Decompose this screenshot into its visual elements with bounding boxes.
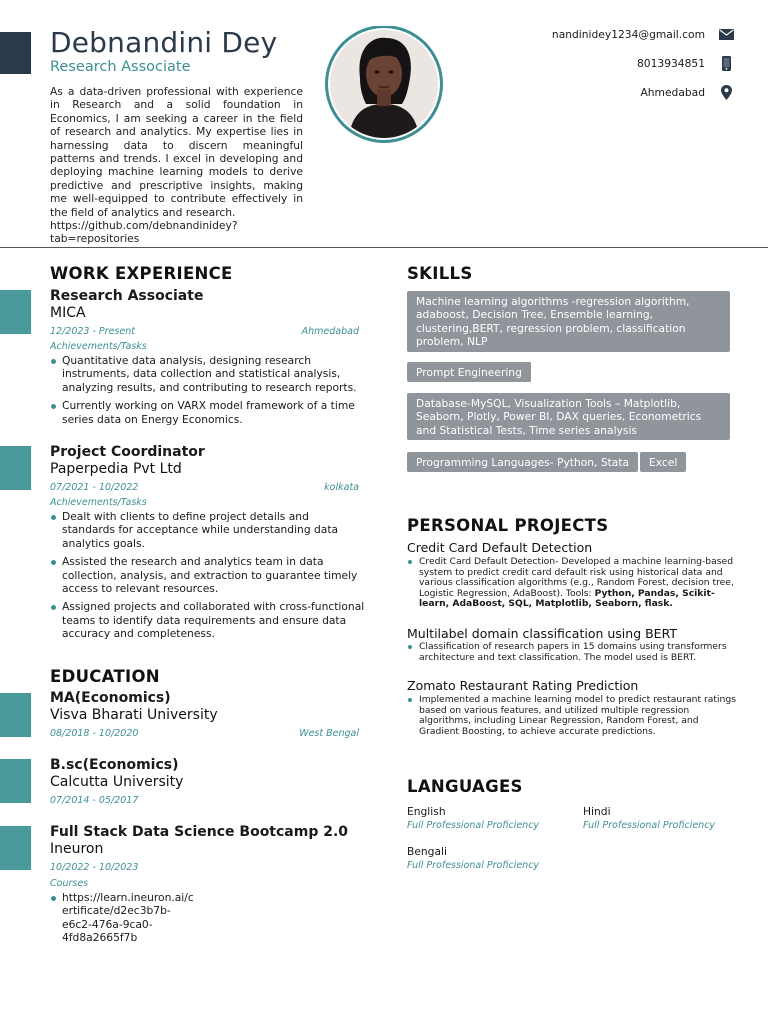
summary-text: As a data-driven professional with experience in Research and a solid foundation in Economics, I am seeking a career in the field of research and analytics. My expertise lies in harnessing data to discern meaningful patterns and trends. I excel in developing and deploying machine learning models to derive predictive and prescriptive insights, making me well-equipped to contribute effectively in the field of analytics and research. — [50, 85, 303, 219]
list-item: Implemented a machine learning model to predict restaurant ratings based on various features, and utilized multiple regression algorithms, including Linear Regression, Random Forest, and Gradient Boosting, to achieve accurate predictions. — [407, 695, 737, 737]
job-subheading: Achievements/Tasks — [50, 497, 147, 508]
candidate-role: Research Associate — [50, 59, 191, 75]
language-name: English — [407, 805, 446, 818]
languages-heading: LANGUAGES — [407, 777, 523, 796]
education-item-tab — [0, 693, 31, 737]
language-name: Hindi — [583, 805, 611, 818]
education-dates: 10/2022 - 10/2023 — [50, 862, 139, 873]
job-place: kolkata — [324, 482, 359, 493]
degree-title: Full Stack Data Science Bootcamp 2.0 — [50, 824, 349, 840]
contact-location — [640, 84, 734, 100]
list-item — [407, 557, 737, 610]
project-title: Credit Card Default Detection — [407, 540, 593, 555]
job-dates: 07/2021 - 10/2022 — [50, 482, 139, 493]
skill-tag: Prompt Engineering — [407, 362, 531, 382]
contact-phone[interactable] — [637, 55, 734, 71]
skill-tag: Programming Languages- Python, Stata — [407, 452, 638, 472]
education-dates: 07/2014 - 05/2017 — [50, 795, 139, 806]
course-link[interactable] — [50, 891, 210, 945]
skills-heading: SKILLS — [407, 264, 473, 283]
projects-heading: PERSONAL PROJECTS — [407, 516, 609, 535]
project-bullets — [407, 695, 737, 737]
school-name: Visva Bharati University — [50, 707, 218, 723]
location-text: Ahmedabad — [640, 85, 705, 99]
degree-title: MA(Economics) — [50, 690, 171, 706]
project-title: Zomato Restaurant Rating Prediction — [407, 678, 639, 693]
work-item-tab — [0, 290, 31, 334]
education-place: West Bengal — [299, 728, 359, 739]
project-title: Multilabel domain classification using BERT — [407, 626, 677, 641]
education-subheading: Courses — [50, 878, 89, 889]
education-item-tab — [0, 826, 31, 870]
job-org: Paperpedia Pvt Ltd — [50, 461, 182, 477]
project-tools: Python, Pandas, Scikit-learn, AdaBoost, SQL, Matplotlib, Seaborn, flask. — [419, 587, 715, 610]
job-title: Project Coordinator — [50, 444, 205, 460]
header-divider — [0, 247, 768, 248]
list-item: Dealt with clients to define project details and standards for acceptance while understanding data analytics goals. — [50, 510, 365, 550]
course-link-line[interactable]: ertificate/d2ec3b7b- — [62, 904, 171, 918]
phone-icon — [718, 55, 734, 71]
job-dates: 12/2023 - Present — [50, 326, 135, 337]
degree-title: B.sc(Economics) — [50, 757, 179, 773]
github-link-line-1[interactable]: https://github.com/debnandinidey? — [50, 219, 238, 233]
list-item: Classification of research papers in 15 domains using transformers architecture and text classification. The model used is BERT. — [407, 642, 737, 663]
project-description: Credit Card Default Detection- Developed a machine learning-based system to predict credit card default risk using historical data and various classification algorithms (e.g., Random Forest, decision tree, Logistic Regression, AdaBoost). Tools: — [419, 556, 734, 599]
profile-photo — [322, 26, 446, 144]
job-title: Research Associate — [50, 288, 204, 304]
course-link-line[interactable]: https://learn.ineuron.ai/c — [62, 891, 194, 904]
list-item: Quantitative data analysis, designing research instruments, data collection and statistical analysis, analyzing results, and contributing to research reports. — [50, 354, 365, 394]
email-text[interactable]: nandinidey1234@gmail.com — [551, 27, 705, 41]
course-link-line[interactable]: 4fd8a2665f7b — [62, 931, 138, 945]
github-link-line-2[interactable]: tab=repositories — [50, 232, 140, 246]
envelope-icon — [718, 26, 734, 42]
language-level: Full Professional Proficiency — [583, 820, 716, 831]
job-place: Ahmedabad — [301, 326, 359, 337]
education-item-tab — [0, 759, 31, 803]
location-pin-icon — [718, 84, 734, 100]
skill-tag: Machine learning algorithms -regression algorithm, adaboost, Decision Tree, Ensemble learning, clustering,BERT, regression problem, classification problem, NLP — [407, 291, 730, 352]
work-item-tab — [0, 446, 31, 490]
job-subheading: Achievements/Tasks — [50, 341, 147, 352]
list-item: Currently working on VARX model framework of a time series data on Energy Economics. — [50, 399, 365, 426]
list-item: Assisted the research and analytics team in data collection, analysis, and extraction to guarantee timely access to relevant resources. — [50, 555, 365, 595]
phone-text[interactable]: 8013934851 — [637, 56, 705, 70]
course-bullets — [50, 891, 210, 950]
skill-tag: Database-MySQL, Visualization Tools – Matplotlib, Seaborn, Plotly, Power BI, DAX queries, Econometrics and Statistical Tests, Time series analysis — [407, 393, 730, 440]
list-item: Assigned projects and collaborated with cross-functional teams to identify data requirements and ensure data accuracy and completeness. — [50, 600, 365, 640]
job-bullets — [50, 510, 365, 646]
candidate-name: Debnandini Dey — [50, 26, 278, 59]
header-accent-tab — [0, 32, 31, 74]
course-link-line[interactable]: e6c2-476a-9ca0- — [62, 917, 153, 931]
contact-email[interactable] — [552, 26, 734, 42]
work-experience-heading: WORK EXPERIENCE — [50, 264, 233, 283]
school-name: Ineuron — [50, 841, 104, 857]
language-name: Bengali — [407, 845, 447, 858]
project-bullets — [407, 642, 737, 663]
language-level: Full Professional Proficiency — [407, 820, 540, 831]
language-level: Full Professional Proficiency — [407, 860, 540, 871]
profile-summary — [50, 85, 303, 246]
school-name: Calcutta University — [50, 774, 184, 790]
job-bullets — [50, 354, 365, 431]
skill-tag: Excel — [640, 452, 686, 472]
project-bullets — [407, 557, 737, 610]
education-dates: 08/2018 - 10/2020 — [50, 728, 139, 739]
job-org: MICA — [50, 305, 86, 321]
education-heading: EDUCATION — [50, 667, 160, 686]
